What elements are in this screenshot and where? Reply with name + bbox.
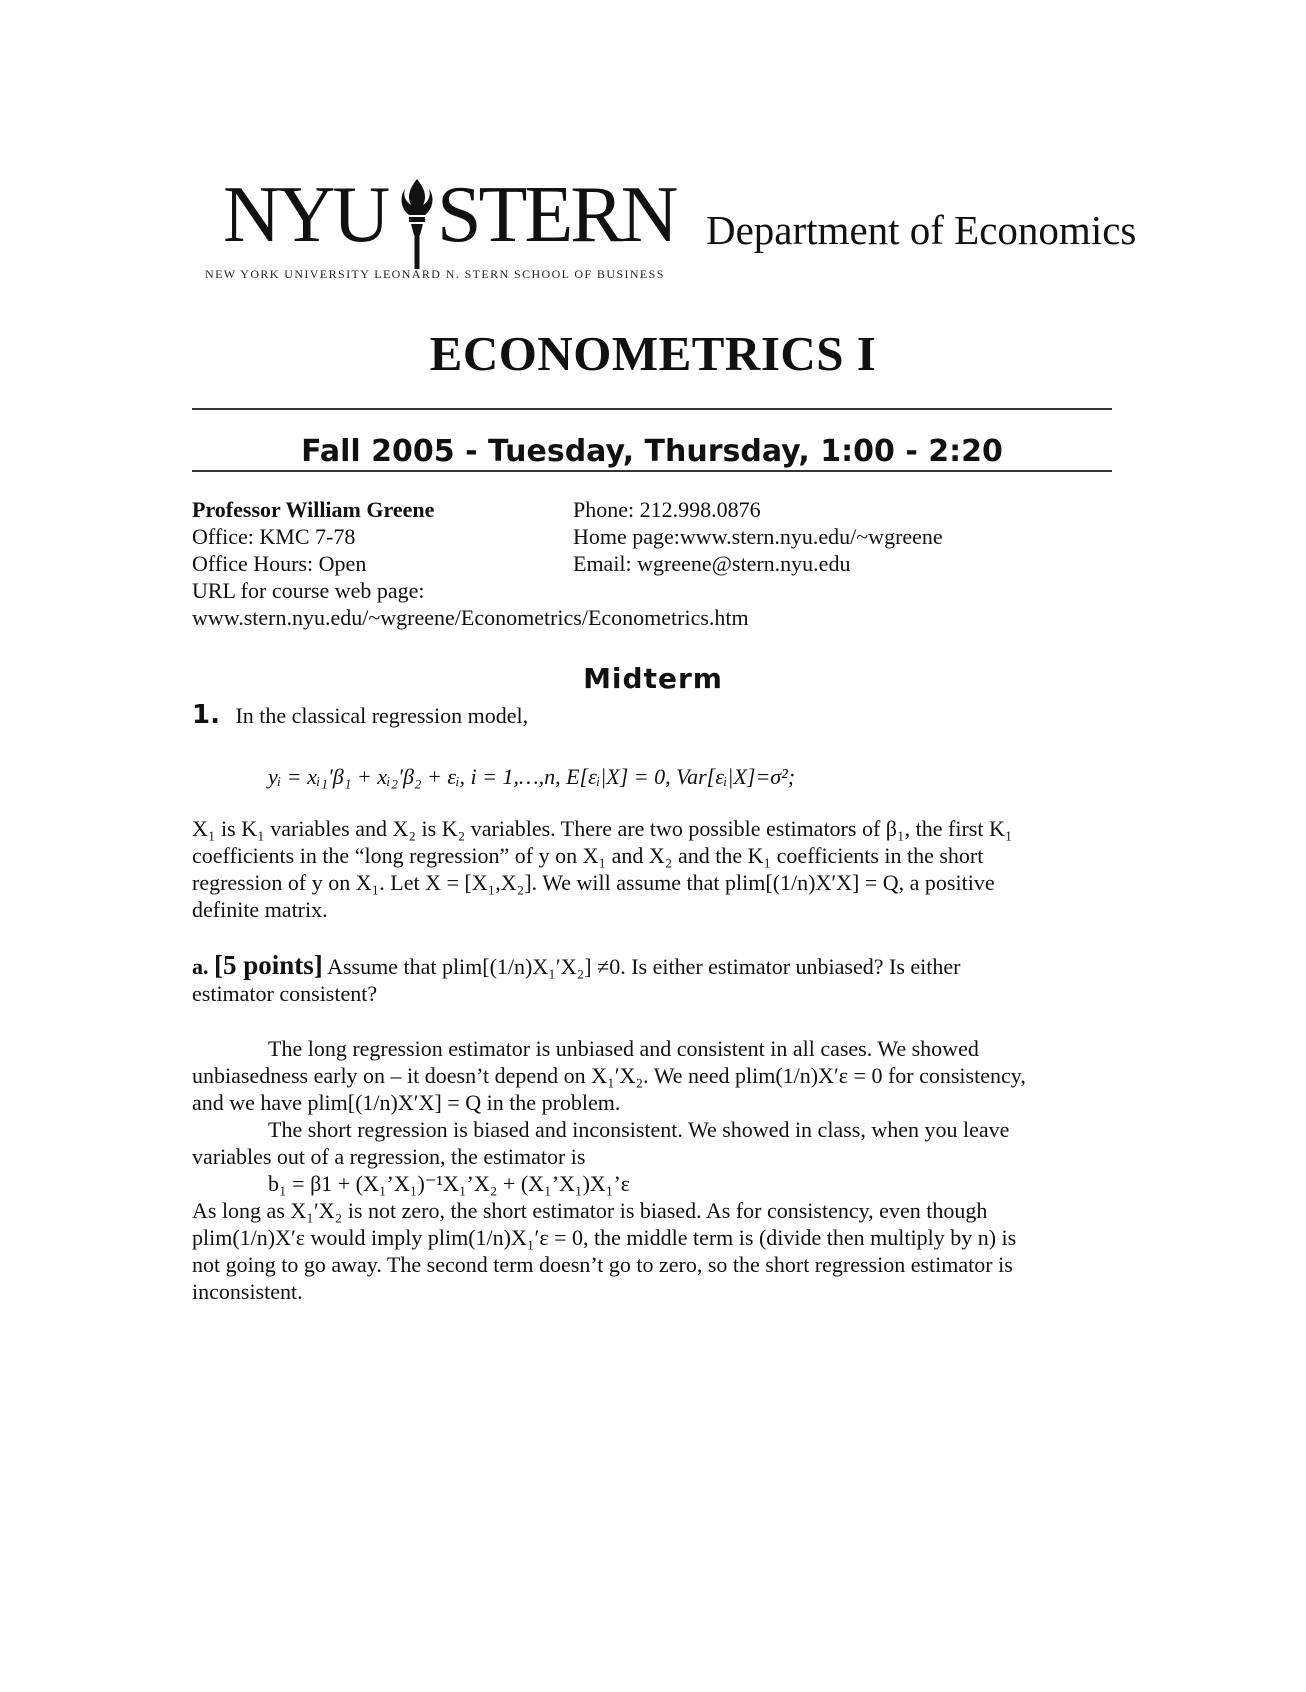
part-a-text-continued: estimator consistent? <box>192 981 378 1006</box>
course-title: ECONOMETRICS I <box>429 326 877 381</box>
answer-equation: b₁ = β1 + (X₁’X₁)⁻¹X₁’X₂ + (X₁’X₁)X₁’ε <box>268 1171 631 1196</box>
logo-wordmark-nyu: NYU <box>223 171 388 259</box>
course-url-label: URL for course web page: <box>192 578 425 603</box>
term-schedule: Fall 2005 - Tuesday, Thursday, 1:00 - 2:20 <box>301 434 1003 469</box>
answer-block <box>192 1036 1122 1326</box>
professor-name: Professor William Greene <box>192 497 435 522</box>
home-page: Home page:www.stern.nyu.edu/~wgreene <box>573 524 943 549</box>
setup-line: coefficients in the “long regression” of y on X₁ and X₂ and the K₁ coefficients in the short <box>192 843 984 868</box>
answer-line: and we have plim[(1/n)X′X] = Q in the problem. <box>192 1090 621 1115</box>
answer-line: plim(1/n)X′ε would imply plim(1/n)X₁′ε = 0, the middle term is (divide then multiply by n) is <box>192 1225 1017 1250</box>
answer-line: unbiasedness early on – it doesn’t depend on X₁′X₂. We need plim(1/n)X′ε = 0 for consistency, <box>192 1063 1026 1088</box>
answer-line: As long as X₁′X₂ is not zero, the short estimator is biased. As for consistency, even though <box>192 1198 988 1223</box>
answer-line: variables out of a regression, the estimator is <box>192 1144 586 1169</box>
question-intro: In the classical regression model, <box>235 703 529 728</box>
torch-icon <box>397 175 437 275</box>
model-equation: yᵢ = xᵢ₁′β₁ + xᵢ₂′β₂ + εᵢ, i = 1,…,n, E[εᵢ|X] = 0, Var[εᵢ|X]=σ²; <box>268 764 796 789</box>
answer-line: The short regression is biased and inconsistent. We showed in class, when you leave <box>268 1117 1010 1142</box>
setup-line: regression of y on X₁. Let X = [X₁,X₂]. We will assume that plim[(1/n)X′X] = Q, a positive <box>192 870 995 895</box>
divider-top <box>192 408 1112 410</box>
divider-bottom <box>192 470 1112 472</box>
part-a-points: [5 points] <box>214 950 323 980</box>
part-a <box>192 952 1122 1007</box>
email: Email: wgreene@stern.nyu.edu <box>573 551 851 576</box>
answer-line: inconsistent. <box>192 1279 303 1304</box>
office-location: Office: KMC 7-78 <box>192 524 356 549</box>
section-heading: Midterm <box>583 662 723 695</box>
answer-line: not going to go away. The second term doesn’t go to zero, so the short regression estimator is <box>192 1252 1013 1277</box>
part-a-label: a. <box>192 954 209 979</box>
setup-line: definite matrix. <box>192 897 328 922</box>
question-number: 1. <box>192 700 220 730</box>
logo-tagline: NEW YORK UNIVERSITY LEONARD N. STERN SCHOOL OF BUSINESS <box>205 267 665 281</box>
nyu-stern-logo <box>205 155 676 290</box>
course-url: www.stern.nyu.edu/~wgreene/Econometrics/Econometrics.htm <box>192 605 749 630</box>
question-setup <box>192 815 1122 923</box>
part-a-text: Assume that plim[(1/n)X₁′X₂] ≠0. Is either estimator unbiased? Is either <box>327 954 961 979</box>
question-intro-line <box>192 700 528 730</box>
setup-line: X₁ is K₁ variables and X₂ is K₂ variables. There are two possible estimators of β₁, the first K₁ <box>192 816 1013 841</box>
info-right-column <box>573 496 943 577</box>
office-hours: Office Hours: Open <box>192 551 367 576</box>
answer-line: The long regression estimator is unbiased and consistent in all cases. We showed <box>268 1036 979 1061</box>
logo-wordmark-stern: STERN <box>437 171 676 259</box>
phone: Phone: 212.998.0876 <box>573 497 761 522</box>
department-name: Department of Economics <box>706 207 1137 253</box>
